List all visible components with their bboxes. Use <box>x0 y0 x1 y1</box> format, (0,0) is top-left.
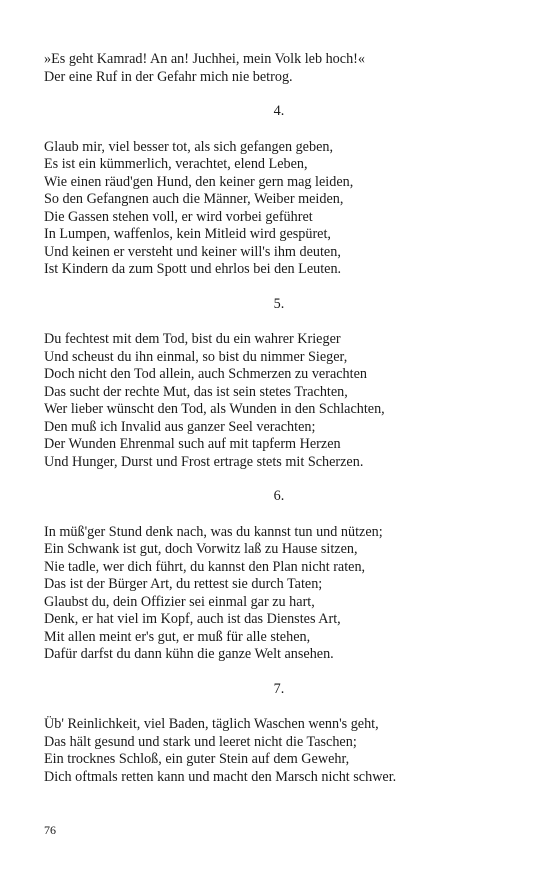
verse-line: Der Wunden Ehrenmal such auf mit tapferm Herzen <box>44 436 341 452</box>
verse-line: Das ist der Bürger Art, du rettest sie durch Taten; <box>44 576 323 592</box>
stanza-number: 5. <box>273 295 285 312</box>
opening-lines <box>44 51 514 86</box>
stanza-number: 7. <box>273 680 285 697</box>
stanza <box>44 716 514 786</box>
verse-line: In Lumpen, waffenlos, kein Mitleid wird gespüret, <box>44 226 331 242</box>
stanza <box>44 139 514 279</box>
verse-line: Den muß ich Invalid aus ganzer Seel verachten; <box>44 418 316 435</box>
verse-line: Dich oftmals retten kann und macht den Marsch nicht schwer. <box>44 768 397 785</box>
verse-line: Der eine Ruf in der Gefahr mich nie betrog. <box>44 68 293 85</box>
verse-line: Nie tadle, wer dich führt, du kannst den Plan nicht raten, <box>44 558 366 575</box>
verse-line: Wer lieber wünscht den Tod, als Wunden in den Schlachten, <box>44 401 385 417</box>
verse-line: Doch nicht den Tod allein, auch Schmerzen zu verachten <box>44 366 367 382</box>
stanza-number: 6. <box>273 488 285 504</box>
verse-line: Wie einen räud'gen Hund, den keiner gern mag leiden, <box>44 173 354 190</box>
verse-line: Ist Kindern da zum Spott und ehrlos bei den Leuten. <box>44 261 342 277</box>
verse-line: Die Gassen stehen voll, er wird vorbei geführet <box>44 208 313 225</box>
stanza <box>44 331 514 471</box>
verse-line: Dafür darfst du dann kühn die ganze Welt ansehen. <box>44 646 334 662</box>
verse-line: Üb' Reinlichkeit, viel Baden, täglich Waschen wenn's geht, <box>44 716 379 732</box>
verse-line: Glaubst du, dein Offizier sei einmal gar zu hart, <box>44 593 315 610</box>
verse-line: Das sucht der rechte Mut, das ist sein stetes Trachten, <box>44 383 348 400</box>
verse-line: So den Gefangnen auch die Männer, Weiber meiden, <box>44 191 344 207</box>
verse-line: Denk, er hat viel im Kopf, auch ist das Dienstes Art, <box>44 611 341 627</box>
verse-line: In müß'ger Stund denk nach, was du kannst tun und nützen; <box>44 523 383 540</box>
verse-line: Du fechtest mit dem Tod, bist du ein wahrer Krieger <box>44 331 341 347</box>
stanza-number: 4. <box>273 103 285 119</box>
page-number: 76 <box>44 823 56 837</box>
verse-line: Und keinen er versteht und keiner will's ihm deuten, <box>44 243 341 260</box>
verse-line: Das hält gesund und stark und leeret nicht die Taschen; <box>44 733 357 750</box>
verse-line: Mit allen meint er's gut, er muß für alle stehen, <box>44 628 311 645</box>
verse-line: Und Hunger, Durst und Frost ertrage stets mit Scherzen. <box>44 453 364 470</box>
verse-line: Glaub mir, viel besser tot, als sich gefangen geben, <box>44 138 334 155</box>
verse-line: Es ist ein kümmerlich, verachtet, elend Leben, <box>44 156 308 172</box>
stanza <box>44 524 514 664</box>
verse-line: Ein Schwank ist gut, doch Vorwitz laß zu Hause sitzen, <box>44 541 358 557</box>
verse-line: »Es geht Kamrad! An an! Juchhei, mein Volk leb hoch!« <box>44 51 365 67</box>
verse-line: Und scheust du ihn einmal, so bist du nimmer Sieger, <box>44 348 348 365</box>
verse-line: Ein trocknes Schloß, ein guter Stein auf dem Gewehr, <box>44 751 350 767</box>
poem-text <box>44 51 514 786</box>
